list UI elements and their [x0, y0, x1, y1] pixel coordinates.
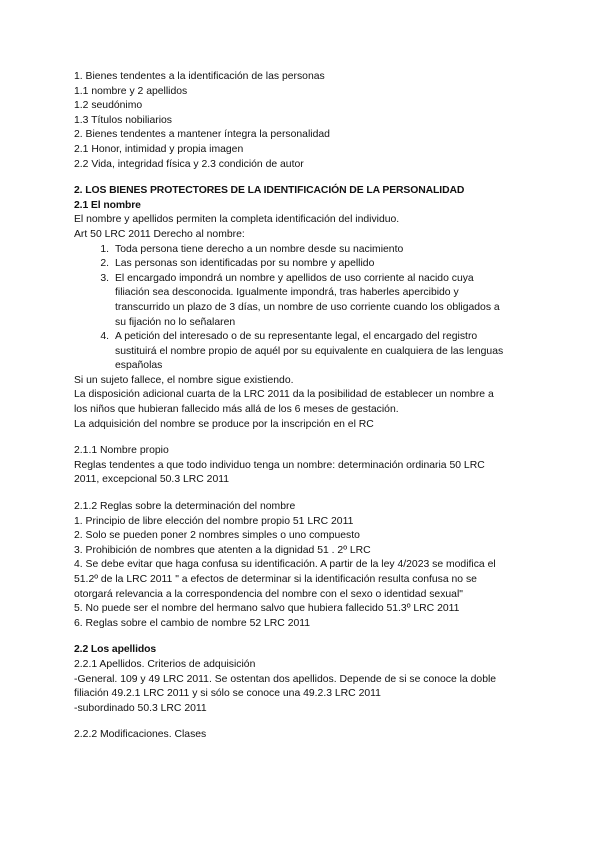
paragraph-line: 2. Solo se pueden poner 2 nombres simples o uno compuesto	[74, 530, 360, 542]
paragraph-line: El nombre y apellidos permiten la completa identificación del individuo.	[74, 214, 400, 226]
list-text-line: su fijación no lo señalaren	[115, 316, 236, 328]
paragraph-line: 1. Principio de libre elección del nombre propio 51 LRC 2011	[74, 515, 354, 527]
toc-item: 2. Bienes tendentes a mantener íntegra la personalidad	[74, 129, 330, 141]
list-text-line: españolas	[115, 360, 163, 372]
list-text-line: Toda persona tiene derecho a un nombre desde su nacimiento	[115, 243, 404, 255]
spacer	[74, 631, 534, 643]
list-text-line: Las personas son identificadas por su nombre y apellido	[115, 258, 375, 270]
paragraph-line: los niños que hubieran fallecido más allá de los 6 meses de gestación.	[74, 404, 399, 416]
toc-item: 2.1 Honor, intimidad y propia imagen	[74, 143, 244, 155]
paragraph-line: 4. Se debe evitar que haga confusa su identificación. A partir de la ley 4/2023 se modifica el	[74, 559, 496, 571]
list-text-line: A petición del interesado o de su representante legal, el encargado del registro	[115, 331, 478, 343]
list-text-line: filiación sea desconocida. Igualmente impondrá, tras haberles apercibido y	[115, 287, 459, 299]
paragraph-line: 2.2.1 Apellidos. Criterios de adquisición	[74, 658, 256, 670]
paragraph-line: Si un sujeto fallece, el nombre sigue existiendo.	[74, 374, 294, 386]
list-number: 4.	[100, 331, 109, 343]
list-number: 3.	[100, 272, 109, 284]
paragraph-line: Reglas tendentes a que todo individuo tenga un nombre: determinación ordinaria 50 LRC	[74, 459, 485, 471]
paragraph-line: Art 50 LRC 2011 Derecho al nombre:	[74, 228, 245, 240]
paragraph-line: -General. 109 y 49 LRC 2011. Se ostentan dos apellidos. Depende de si se conoce la doble	[74, 673, 497, 685]
paragraph-line: 5. No puede ser el nombre del hermano salvo que hubiera fallecido 51.3º LRC 2011	[74, 603, 460, 615]
table-of-contents	[74, 70, 534, 172]
section-heading: 2. LOS BIENES PROTECTORES DE LA IDENTIFICACIÓN DE LA PERSONALIDAD	[74, 185, 465, 197]
subsection-heading: 2.2 Los apellidos	[74, 644, 157, 656]
spacer	[74, 432, 534, 444]
paragraph-line: 6. Reglas sobre el cambio de nombre 52 LRC 2011	[74, 617, 311, 629]
paragraph-line: filiación 49.2.1 LRC 2011 y si sólo se conoce una 49.2.3 LRC 2011	[74, 688, 381, 700]
subsection-heading: 2.1 El nombre	[74, 199, 141, 211]
list-item	[74, 272, 534, 330]
list-item	[74, 257, 534, 272]
paragraph-line: 3. Prohibición de nombres que atenten a la dignidad 51 . 2º LRC	[74, 544, 371, 556]
paragraph-line: La adquisición del nombre se produce por la inscripción en el RC	[74, 418, 374, 430]
subsection-title: 2.1.2 Reglas sobre la determinación del nombre	[74, 501, 296, 513]
subsection-title: 2.1.1 Nombre propio	[74, 445, 169, 457]
list-text	[115, 272, 534, 330]
document-body	[74, 70, 534, 743]
list-text-line: El encargado impondrá un nombre y apellidos de uso corriente al nacido cuya	[115, 272, 474, 284]
spacer	[74, 172, 534, 184]
toc-item: 1.3 Títulos nobiliarios	[74, 114, 172, 126]
list-text	[115, 330, 534, 374]
list-item	[74, 330, 534, 374]
spacer	[74, 488, 534, 500]
list-text	[115, 243, 534, 258]
toc-item: 1. Bienes tendentes a la identificación de las personas	[74, 71, 325, 82]
paragraph-line: La disposición adicional cuarta de la LRC 2011 da la posibilidad de establecer un nombre a	[74, 389, 494, 401]
subsection-title: 2.2.2 Modificaciones. Clases	[74, 729, 207, 741]
paragraph-line: 51.2º de la LRC 2011 " a efectos de determinar si la identificación resulta confusa no se	[74, 574, 477, 585]
paragraph-line: otorgará relevancia a la correspondencia del nombre con el sexo o identidad sexual"	[74, 588, 463, 600]
paragraph-line: -subordinado 50.3 LRC 2011	[74, 702, 207, 714]
spacer	[74, 716, 534, 728]
list-item	[74, 243, 534, 258]
toc-item: 1.1 nombre y 2 apellidos	[74, 85, 188, 97]
toc-item: 1.2 seudónimo	[74, 100, 143, 112]
list-number: 2.	[100, 258, 109, 270]
toc-item: 2.2 Vida, integridad física y 2.3 condición de autor	[74, 158, 304, 170]
list-number: 1.	[100, 243, 109, 255]
list-text-line: transcurrido un plazo de 3 días, un nombre de uso corriente cuando los obligados a	[115, 301, 500, 313]
article-list	[74, 243, 534, 374]
list-text	[115, 257, 534, 272]
paragraph-line: 2011, excepcional 50.3 LRC 2011	[74, 474, 230, 486]
list-text-line: sustituirá el nombre propio de aquél por su equivalente en cualquiera de las lenguas	[115, 345, 504, 357]
